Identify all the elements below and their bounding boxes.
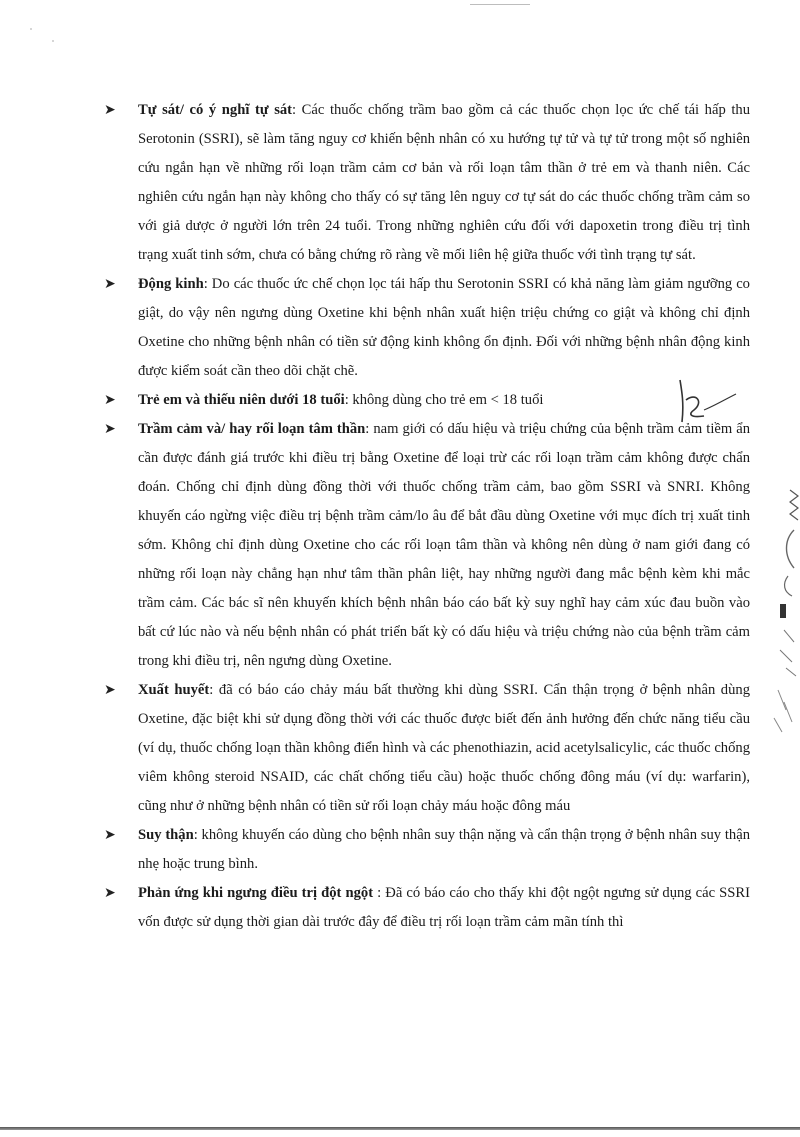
partial-stamp: [770, 480, 800, 750]
list-item: [104, 676, 750, 821]
item-label: Tự sát/ có ý nghĩ tự sát: [138, 102, 293, 118]
arrow-bullet-icon: ➤: [104, 392, 116, 408]
item-text: : không khuyến cáo dùng cho bệnh nhân suy thận nặng và cẩn thận trọng ở bệnh nhân suy thận nhẹ hoặc trung bình.: [138, 827, 750, 872]
item-text: : đã có báo cáo chảy máu bất thường khi dùng SSRI. Cẩn thận trọng ở bệnh nhân dùng Oxetine, đặc biệt khi sử dụng đồng thời với các thuốc được biết đến ảnh hưởng đến chức năng tiểu cầu (ví dụ, thuốc chống loạn thần không điển hình và các phenothiazin, acid acetylsalicylic, các thuốc chống viêm không steroid NSAID, các chất chống tiểu cầu) hoặc thuốc chống đông máu (ví dụ: warfarin), cũng như ở những bệnh nhân có tiền sử rối loạn chảy máu hoặc đông máu: [138, 682, 750, 814]
scan-artifact-dot: [52, 40, 54, 42]
item-label: Trẻ em và thiếu niên dưới 18 tuổi: [138, 392, 345, 408]
arrow-bullet-icon: ➤: [104, 421, 116, 437]
item-label: Phản ứng khi ngưng điều trị đột ngột: [138, 885, 374, 901]
arrow-bullet-icon: ➤: [104, 276, 116, 292]
list-item: [104, 415, 750, 676]
item-label: Động kinh: [138, 276, 204, 292]
scan-artifact-dot: [30, 28, 32, 30]
item-text: : Do các thuốc ức chế chọn lọc tái hấp thu Serotonin SSRI có khả năng làm giảm ngưỡng co giật, do vậy nên ngưng dùng Oxetine khi bệnh nhân xuất hiện triệu chứng co giật và không chỉ định Oxetine cho những bệnh nhân có tiền sử động kinh không ổn định. Đối với những bệnh nhân động kinh được kiểm soát cần theo dõi chặt chẽ.: [138, 276, 750, 379]
list-item: [104, 270, 750, 386]
list-item: [104, 386, 750, 415]
item-text: : nam giới có dấu hiệu và triệu chứng của bệnh trầm cảm tiềm ẩn cần được đánh giá trước khi điều trị bằng Oxetine để loại trừ các rối loạn trầm cảm không được chẩn đoán. Chống chỉ định dùng đồng thời với thuốc chống trầm cảm, bao gồm SSRI và SNRI. Không khuyến cáo ngừng việc điều trị bệnh trầm cảm/lo âu để bắt đầu dùng Oxetine với mục đích trị xuất tinh sớm. Không chỉ định dùng Oxetine cho các rối loạn tâm thần và không nên dùng ở nam giới đang có những rối loạn này chẳng hạn như tâm thần phân liệt, hay những người đang mắc bệnh kèm khi mắc trầm cảm. Các bác sĩ nên khuyến khích bệnh nhân báo cáo bất kỳ suy nghĩ hay cảm xúc đau buồn vào bất cứ lúc nào và nếu bệnh nhân có phát triển bất kỳ có dấu hiệu và triệu chứng nào của bệnh trầm cảm trong khi điều trị, nên ngưng dùng Oxetine.: [138, 421, 750, 669]
item-label: Trầm cảm và/ hay rối loạn tâm thần: [138, 421, 366, 437]
handwritten-signature: [660, 378, 740, 438]
list-item: [104, 96, 750, 270]
item-label: Suy thận: [138, 827, 194, 843]
item-text: : Đã có báo cáo cho thấy khi đột ngột ngưng sử dụng các SSRI vốn được sử dụng thời gian dài trước đây để điều trị rối loạn trầm cảm mãn tính thì: [138, 885, 751, 930]
arrow-bullet-icon: ➤: [104, 885, 116, 901]
arrow-bullet-icon: ➤: [104, 102, 116, 118]
arrow-bullet-icon: ➤: [104, 682, 116, 698]
item-text: : Các thuốc chống trầm bao gồm cả các thuốc chọn lọc ức chế tái hấp thu Serotonin (SSRI), sẽ làm tăng nguy cơ khiến bệnh nhân có xu hướng tự tử và tự tử trong một số nghiên cứu ngắn hạn về những rối loạn trầm cảm cơ bản và rối loạn tâm thần ở trẻ em và thanh niên. Các nghiên cứu ngắn hạn này không cho thấy có sự tăng lên nguy cơ tự sát do các thuốc chống trầm cảm so với giả dược ở người lớn trên 24 tuổi. Trong những nghiên cứu đối với dapoxetin trong điều trị tình trạng xuất tinh sớm, chưa có bằng chứng rõ ràng về mối liên hệ giữa thuốc với tình trạng tự sát.: [138, 102, 750, 263]
list-item: [104, 821, 750, 879]
item-text: : không dùng cho trẻ em < 18 tuổi: [344, 392, 544, 408]
list-item: [104, 879, 750, 937]
arrow-bullet-icon: ➤: [104, 827, 116, 843]
scan-artifact-line: [470, 4, 530, 5]
item-label: Xuất huyết: [138, 682, 210, 698]
scan-bottom-edge: [0, 1127, 800, 1130]
document-body: [104, 96, 750, 937]
